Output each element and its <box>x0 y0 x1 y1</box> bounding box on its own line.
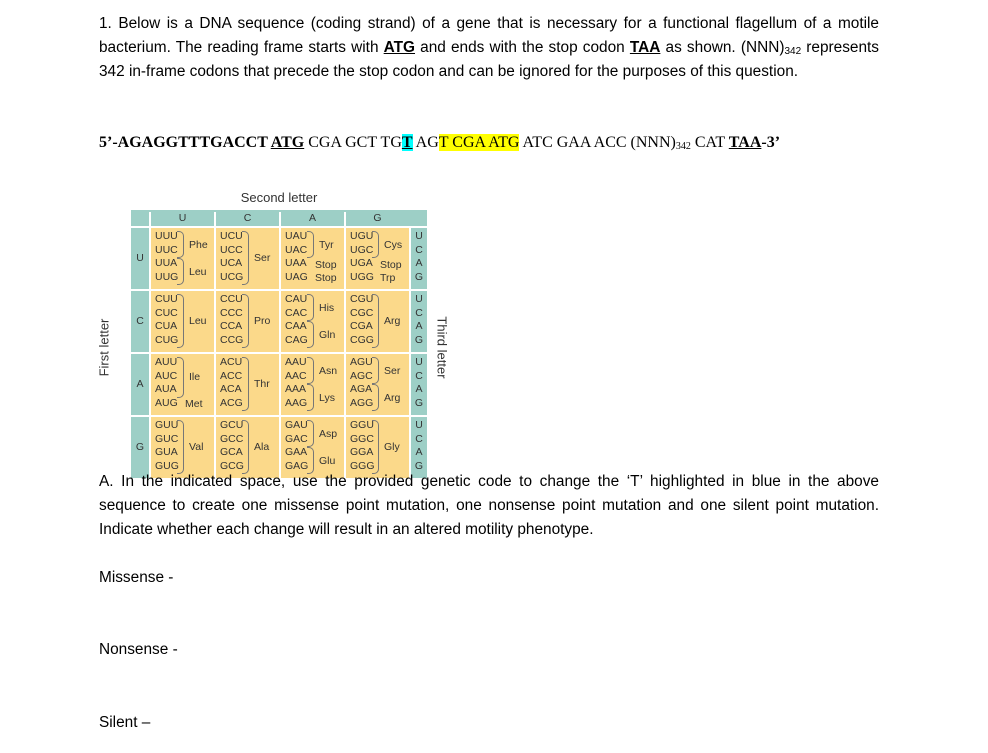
codon: AUA <box>155 383 177 395</box>
codon: GAA <box>285 446 308 458</box>
amino-acid: Gly <box>384 441 400 453</box>
amino-acid: Tyr <box>319 238 334 251</box>
codon: UCC <box>220 243 243 256</box>
codon: CAU <box>285 293 308 305</box>
first-letter-label: First letter <box>96 318 112 377</box>
brace-icon <box>177 357 184 398</box>
brace-icon <box>307 384 314 411</box>
brace-icon <box>307 294 314 321</box>
codon: GGA <box>350 446 374 458</box>
amino-acid: Thr <box>254 378 270 390</box>
third-letter-c: C <box>415 432 423 445</box>
first-letter-a: A <box>136 377 144 390</box>
codon: UAA <box>285 257 307 269</box>
brace-icon <box>307 420 314 447</box>
third-letter-a: A <box>415 257 423 269</box>
codon: UUG <box>155 270 179 283</box>
first-letter-g: G <box>135 440 145 453</box>
question-paragraph: 1. Below is a DNA sequence (coding strand) of a gene that is necessary for a functional flagellum of a motile bacterium. The reading frame starts with ATG and ends with the stop codon TAA as shown. $(NNN)_{342}$ represents 342 in-frame codons that precede the stop codon and can be ignored for the purposes of this question. <box>99 15 880 81</box>
seq-stop-codon: TAA <box>728 134 762 151</box>
brace-icon <box>177 420 184 474</box>
codon: CCU <box>220 293 243 305</box>
brace-icon <box>372 420 379 474</box>
third-letter-c: C <box>415 306 423 319</box>
codon: UCU <box>220 230 243 242</box>
third-letter-a: A <box>415 446 423 458</box>
second-letter-g: G <box>344 212 409 228</box>
third-letter-u: U <box>415 230 423 242</box>
amino-acid: Arg <box>384 315 401 327</box>
amino-acid: Arg <box>384 391 401 404</box>
third-letter-a: A <box>415 383 423 395</box>
brace-icon <box>372 384 379 411</box>
third-letter-g: G <box>414 333 424 346</box>
brace-icon <box>242 357 249 411</box>
brace-icon <box>307 231 314 258</box>
codon: AAC <box>285 369 307 382</box>
codon: UAC <box>285 243 308 256</box>
brace-icon <box>372 357 379 384</box>
third-letter-g: G <box>414 396 424 409</box>
third-letter-g: G <box>414 270 424 283</box>
amino-acid: Val <box>189 441 204 453</box>
codon: UGU <box>350 230 374 242</box>
amino-acid: Trp <box>380 272 396 285</box>
codon: ACG <box>220 396 243 409</box>
codon: GUU <box>155 419 179 431</box>
stop-codon-text: TAA <box>629 39 661 57</box>
second-letter-c: C <box>214 212 279 228</box>
codon: GAG <box>285 459 309 472</box>
brace-icon <box>242 294 249 348</box>
amino-acid: Met <box>185 398 203 411</box>
codon: AUC <box>155 369 178 382</box>
amino-acid: Ser <box>254 252 271 264</box>
codon: GGG <box>350 459 375 472</box>
codon: UUA <box>155 257 178 269</box>
codon: GCG <box>220 459 244 472</box>
codon: AAA <box>285 383 307 395</box>
highlighted-t: T <box>401 134 413 151</box>
codon: UUC <box>155 243 178 256</box>
third-letter-g: G <box>414 459 424 472</box>
codon: CCC <box>220 306 243 319</box>
second-letter-a: A <box>279 212 344 228</box>
amino-acid: Lys <box>319 391 335 404</box>
codon: CGG <box>350 333 374 346</box>
codon: AUG <box>155 396 178 409</box>
nonsense-label: Nonsense - <box>99 641 178 658</box>
genetic-code-table <box>94 190 450 472</box>
codon: AAU <box>285 356 307 368</box>
codon: CAA <box>285 320 307 332</box>
third-letter-u: U <box>415 356 423 368</box>
amino-acid: His <box>319 301 335 314</box>
codon: GAU <box>285 419 308 431</box>
brace-icon <box>307 357 314 384</box>
amino-acid: Asn <box>319 364 338 377</box>
codon: UAG <box>285 270 308 283</box>
third-letter-c: C <box>415 369 423 382</box>
brace-icon <box>372 231 379 258</box>
codon: GUA <box>155 446 178 458</box>
codon: CUU <box>155 293 178 305</box>
codon: CGU <box>350 293 374 305</box>
codon: GCU <box>220 419 244 431</box>
codon: ACC <box>220 369 243 382</box>
codon: GUG <box>155 459 179 472</box>
second-letter-u: U <box>149 212 214 228</box>
amino-acid: Asp <box>319 427 338 440</box>
codon: GCC <box>220 432 244 445</box>
codon: CCA <box>220 320 243 332</box>
brace-icon <box>307 321 314 348</box>
part-a-text: A. In the indicated space, use the provided genetic code to change the ‘T’ highlighted in blue in the above sequence to create one missense point mutation, one nonsense point mutation and one silent point mutation. Indicate whether each change will result in an altered motility phenotype. <box>99 473 879 539</box>
amino-acid: Glu <box>319 454 336 467</box>
codon: AGU <box>350 356 373 368</box>
codon: AGG <box>350 396 374 409</box>
codon: AGA <box>350 383 373 395</box>
codon: CAC <box>285 306 308 319</box>
brace-icon <box>177 258 184 285</box>
amino-acid: Stop <box>380 258 402 271</box>
codon: ACA <box>220 383 242 395</box>
amino-acid: Stop <box>315 258 337 271</box>
codon: UAU <box>285 230 308 242</box>
codon: UCA <box>220 257 243 269</box>
brace-icon <box>242 231 249 285</box>
codon: ACU <box>220 356 243 368</box>
codon: CUG <box>155 333 179 346</box>
codon: UGG <box>350 270 374 283</box>
amino-acid: Pro <box>254 315 271 327</box>
yellow-highlight: T CGA ATG <box>438 134 520 151</box>
codon: CUC <box>155 306 178 319</box>
codon: AUU <box>155 356 178 368</box>
brace-icon <box>177 231 184 258</box>
codon: AGC <box>350 369 373 382</box>
start-codon-text: ATG <box>383 39 416 57</box>
first-letter-c: C <box>136 314 144 327</box>
codon: CUA <box>155 320 178 332</box>
third-letter-c: C <box>415 243 423 256</box>
third-letter-label: Third letter <box>434 316 450 379</box>
codon: UUU <box>155 230 178 242</box>
first-letter-u: U <box>136 251 144 264</box>
amino-acid: Ala <box>254 441 270 453</box>
codon: GAC <box>285 432 308 445</box>
codon: CGA <box>350 320 373 332</box>
third-letter-u: U <box>415 419 423 431</box>
third-letter-u: U <box>415 293 423 305</box>
amino-acid: Leu <box>189 315 207 327</box>
codon: AAG <box>285 396 308 409</box>
codon: UGC <box>350 243 374 256</box>
codon: CAG <box>285 333 308 346</box>
codon: UGA <box>350 257 373 269</box>
amino-acid: Gln <box>319 328 336 341</box>
silent-label: Silent – <box>99 714 151 731</box>
amino-acid: Ser <box>384 364 401 377</box>
amino-acid: Leu <box>189 265 207 278</box>
amino-acid: Ile <box>189 371 201 384</box>
codon: UCG <box>220 270 244 283</box>
seq-start-codon: ATG <box>270 134 305 151</box>
codon: GGC <box>350 432 374 445</box>
second-letter-label: Second letter <box>240 190 318 205</box>
third-letter-a: A <box>415 320 423 332</box>
amino-acid: Stop <box>315 272 337 285</box>
amino-acid: Cys <box>384 238 403 251</box>
codon: GCA <box>220 446 243 458</box>
brace-icon <box>242 420 249 474</box>
codon: CCG <box>220 333 244 346</box>
codon: CGC <box>350 306 374 319</box>
dna-sequence: 5’-AGAGGTTTGACCT ATG CGA GCT TGT AGT CGA ATG ATC GAA ACC $(NNN)_{342}$ CAT TAA-3’ <box>99 134 781 152</box>
codon: GUC <box>155 432 179 445</box>
codon: GGU <box>350 419 374 431</box>
missense-label: Missense - <box>99 569 174 586</box>
brace-icon <box>177 294 184 348</box>
amino-acid: Phe <box>189 238 208 251</box>
brace-icon <box>372 294 379 348</box>
